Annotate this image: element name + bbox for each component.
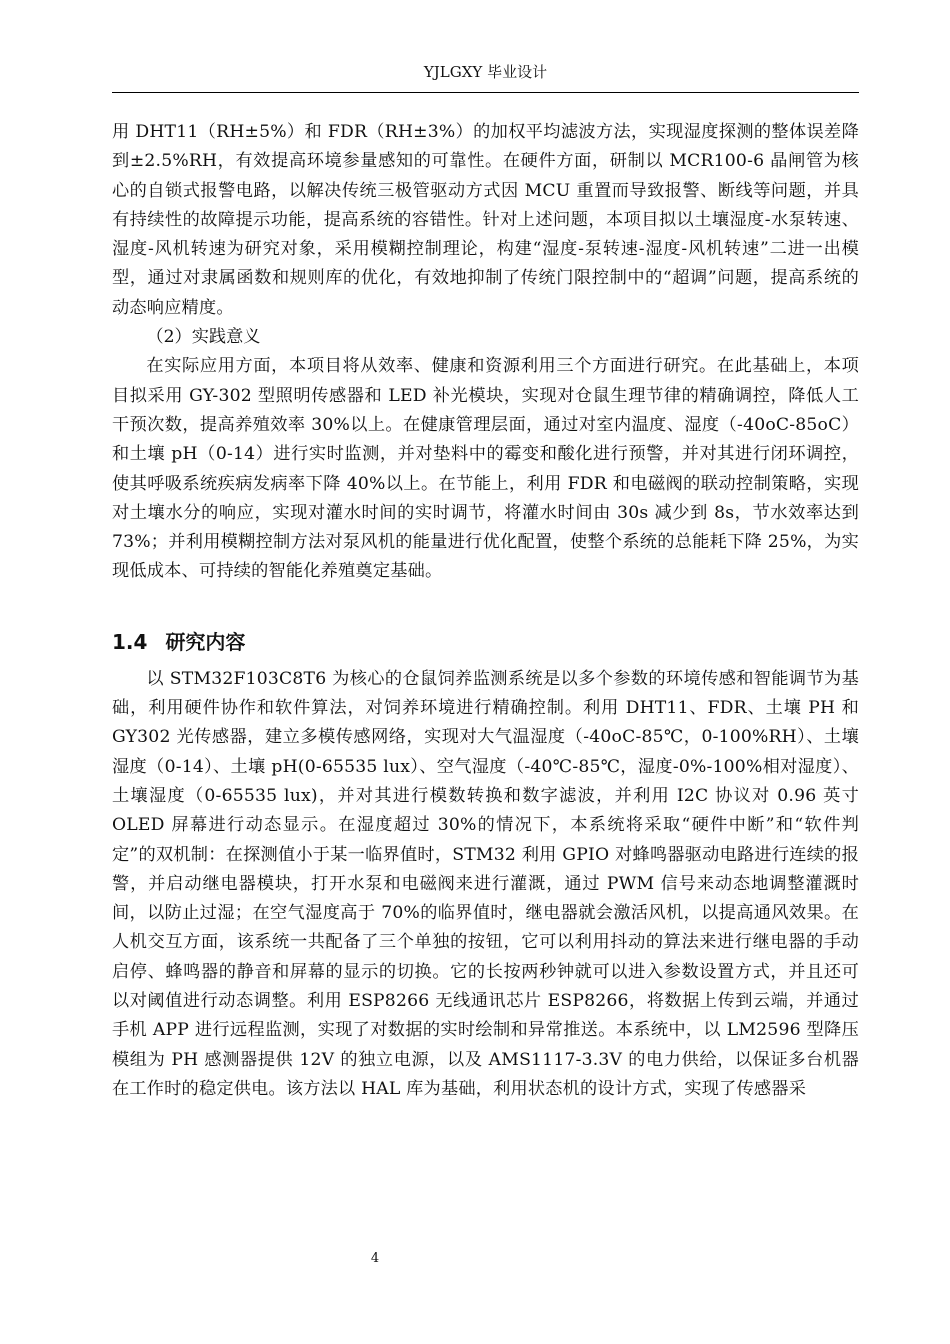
- section-heading: [112, 627, 859, 657]
- subheading-practical-significance: （2）实践意义: [146, 327, 261, 348]
- document-body: [112, 118, 859, 1104]
- page-number: 4: [370, 1251, 380, 1266]
- section-number: 1.4: [112, 629, 148, 654]
- page-header: [112, 62, 859, 82]
- header-title: YJLGXY 毕业设计: [423, 63, 548, 81]
- section-title: 研究内容: [165, 629, 246, 654]
- paragraph-theory-continued: 用 DHT11（RH±5%）和 FDR（RH±3%）的加权平均滤波方法，实现湿度探测的整体误差降到±2.5%RH，有效提高环境参量感知的可靠性。在硬件方面，研制以 MCR100-6 晶闸管为核心的自锁式报警电路，以解决传统三极管驱动方式因 MCU 重置而导致报警、断线等问题，并具有持续性的故障提示功能，提高系统的容错性。针对上述问题，本项目拟以土壤湿度-水泵转速、湿度-风机转速为研究对象，采用模糊控制理论，构建“湿度-泵转速-湿度-风机转速”二进一出模型，通过对隶属函数和规则库的优化，有效地抑制了传统门限控制中的“超调”问题，提高系统的动态响应精度。: [112, 122, 859, 318]
- header-divider: [112, 92, 859, 93]
- paragraph-practical-significance: 在实际应用方面，本项目将从效率、健康和资源利用三个方面进行研究。在此基础上，本项目拟采用 GY-302 型照明传感器和 LED 补光模块，实现对仓鼠生理节律的精确调控，降低人工干预次数，提高养殖效率 30%以上。在健康管理层面，通过对室内温度、湿度（-40oC-85oC）和土壤 pH（0-14）进行实时监测，并对垫料中的霉变和酸化进行预警，并对其进行闭环调控，使其呼吸系统疾病发病率下降 40%以上。在节能上，利用 FDR 和电磁阀的联动控制策略，实现对土壤水分的响应，实现对灌水时间的实时调节，将灌水时间由 30s 减少到 8s，节水效率达到 73%；并利用模糊控制方法对泵风机的能量进行优化配置，使整个系统的总能耗下降 25%，为实现低成本、可持续的智能化养殖奠定基础。: [112, 356, 859, 582]
- paragraph-research-content: 以 STM32F103C8T6 为核心的仓鼠饲养监测系统是以多个参数的环境传感和智能调节为基础，利用硬件协作和软件算法，对饲养环境进行精确控制。利用 DHT11、FDR、土壤 PH 和 GY302 光传感器，建立多模传感网络，实现对大气温湿度（-40oC-85℃，0-100%RH）、土壤湿度（0-14）、土壤 pH(0-65535 lux）、空气湿度（-40℃-85℃，湿度-0%-100%相对湿度）、土壤湿度（0-65535 lux)，并对其进行模数转换和数字滤波，并利用 I2C 协议对 0.96 英寸 OLED 屏幕进行动态显示。在湿度超过 30%的情况下，本系统将采取“硬件中断”和“软件判定”的双机制：在探测值小于某一临界值时，STM32 利用 GPIO 对蜂鸣器驱动电路进行连续的报警，并启动继电器模块，打开水泵和电磁阀来进行灌溉，通过 PWM 信号来动态地调整灌溉时间，以防止过湿；在空气湿度高于 70%的临界值时，继电器就会激活风机，以提高通风效果。在人机交互方面，该系统一共配备了三个单独的按钮，它可以利用抖动的算法来进行继电器的手动启停、蜂鸣器的静音和屏幕的显示的切换。它的长按两秒钟就可以进入参数设置方式，并且还可以对阈值进行动态调整。利用 ESP8266 无线通讯芯片 ESP8266，将数据上传到云端，并通过手机 APP 进行远程监测，实现了对数据的实时绘制和异常推送。本系统中，以 LM2596 型降压模组为 PH 感测器提供 12V 的独立电源，以及 AMS1117-3.3V 的电力供给，以保证多台机器在工作时的稳定供电。该方法以 HAL 库为基础，利用状态机的设计方式，实现了传感器采: [112, 668, 859, 1099]
